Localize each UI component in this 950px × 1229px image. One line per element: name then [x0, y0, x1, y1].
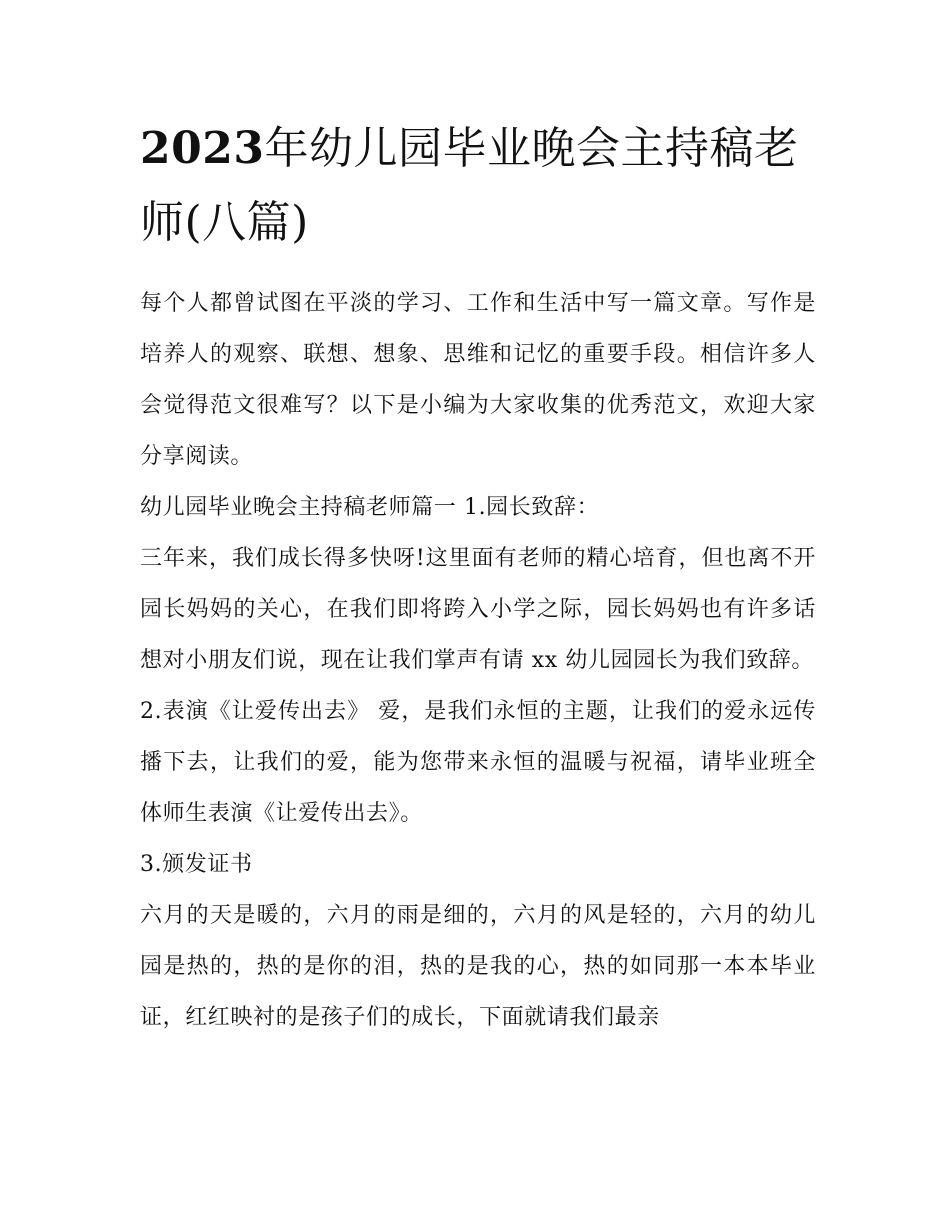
paragraph-principal-speech: 三年来，我们成长得多快呀!这里面有老师的精心培育，但也离不开园长妈妈的关心，在我们即将跨入小学之际，园长妈妈也有许多话想对小朋友们说，现在让我们掌声有请 xx 幼儿园园长为我们致辞。: [140, 546, 816, 673]
paragraph-certificate-heading: 3.颁发证书: [140, 852, 253, 877]
document-title: [140, 112, 820, 260]
title-year: 2023: [140, 123, 265, 174]
paragraph-intro: 每个人都曾试图在平淡的学习、工作和生活中写一篇文章。写作是培养人的观察、联想、想象、思维和记忆的重要手段。相信许多人会觉得范文很难写？以下是小编为大家收集的优秀范文，欢迎大家分享阅读。: [140, 291, 816, 469]
title-text: 年幼儿园毕业晚会主持稿老师(八篇): [140, 123, 799, 248]
paragraph-performance: 2.表演《让爱传出去》 爱，是我们永恒的主题，让我们的爱永远传播下去，让我们的爱，能为您带来永恒的温暖与祝福，请毕业班全体师生表演《让爱传出去》。: [140, 699, 816, 826]
document-body: [140, 278, 816, 1043]
paragraph-june: 六月的天是暖的，六月的雨是细的，六月的风是轻的，六月的幼儿园是热的，热的是你的泪，热的是我的心，热的如同那一本本毕业证，红红映衬的是孩子们的成长，下面就请我们最亲: [140, 903, 816, 1030]
paragraph-section-heading: 幼儿园毕业晚会主持稿老师篇一 1.园长致辞：: [140, 495, 600, 520]
